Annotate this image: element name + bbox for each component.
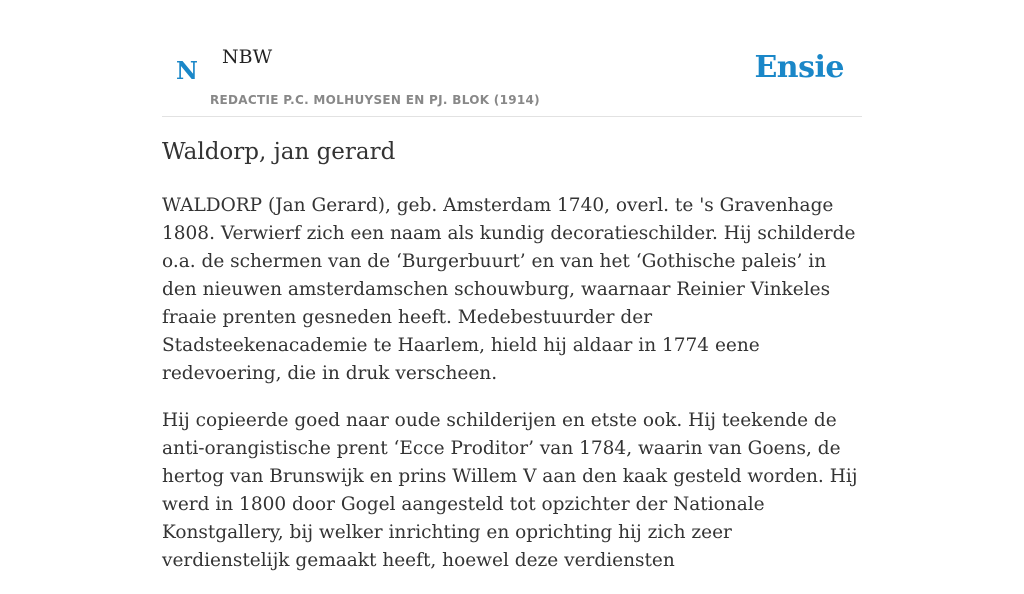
source-editors: REDACTIE P.C. MOLHUYSEN EN PJ. BLOK (1914): [210, 93, 540, 107]
page-title: Waldorp, jan gerard: [162, 139, 396, 165]
paragraph: Hij copieerde goed naar oude schilderijen en etste ook. Hij teekende de anti-orangistische prent ‘Ecce Proditor’ van 1784, waarin van Goens, de hertog van Brunswijk en prins Willem V aan den kaak gesteld worden. Hij werd in 1800 door Gogel aangesteld tot opzichter der Nationale Konstgallery, bij welker inrichting en oprichting hij zich zeer verdienstelijk gemaakt heeft, hoewel deze verdiensten: [162, 410, 858, 571]
paragraph: WALDORP (Jan Gerard), geb. Amsterdam 1740, overl. te 's Gravenhage 1808. Verwierf zich een naam als kundig decoratieschilder. Hij schilderde o.a. de schermen van de ‘Burgerbuurt’ en van het ‘Gothische paleis’ in den nieuwen amsterdamschen schouwburg, waarnaar Reinier Vinkeles fraaie prenten gesneden heeft. Medebestuurder der Stadsteekenacademie te Haarlem, hield hij aldaar in 1774 eene redevoering, die in druk verscheen.: [162, 195, 856, 384]
article-body: [162, 192, 862, 594]
source-name[interactable]: NBW: [222, 46, 273, 68]
source-logo-icon[interactable]: N: [176, 56, 198, 85]
brand-logo[interactable]: Ensie: [754, 50, 844, 85]
source-header: [162, 0, 862, 117]
article-card: [162, 0, 862, 571]
